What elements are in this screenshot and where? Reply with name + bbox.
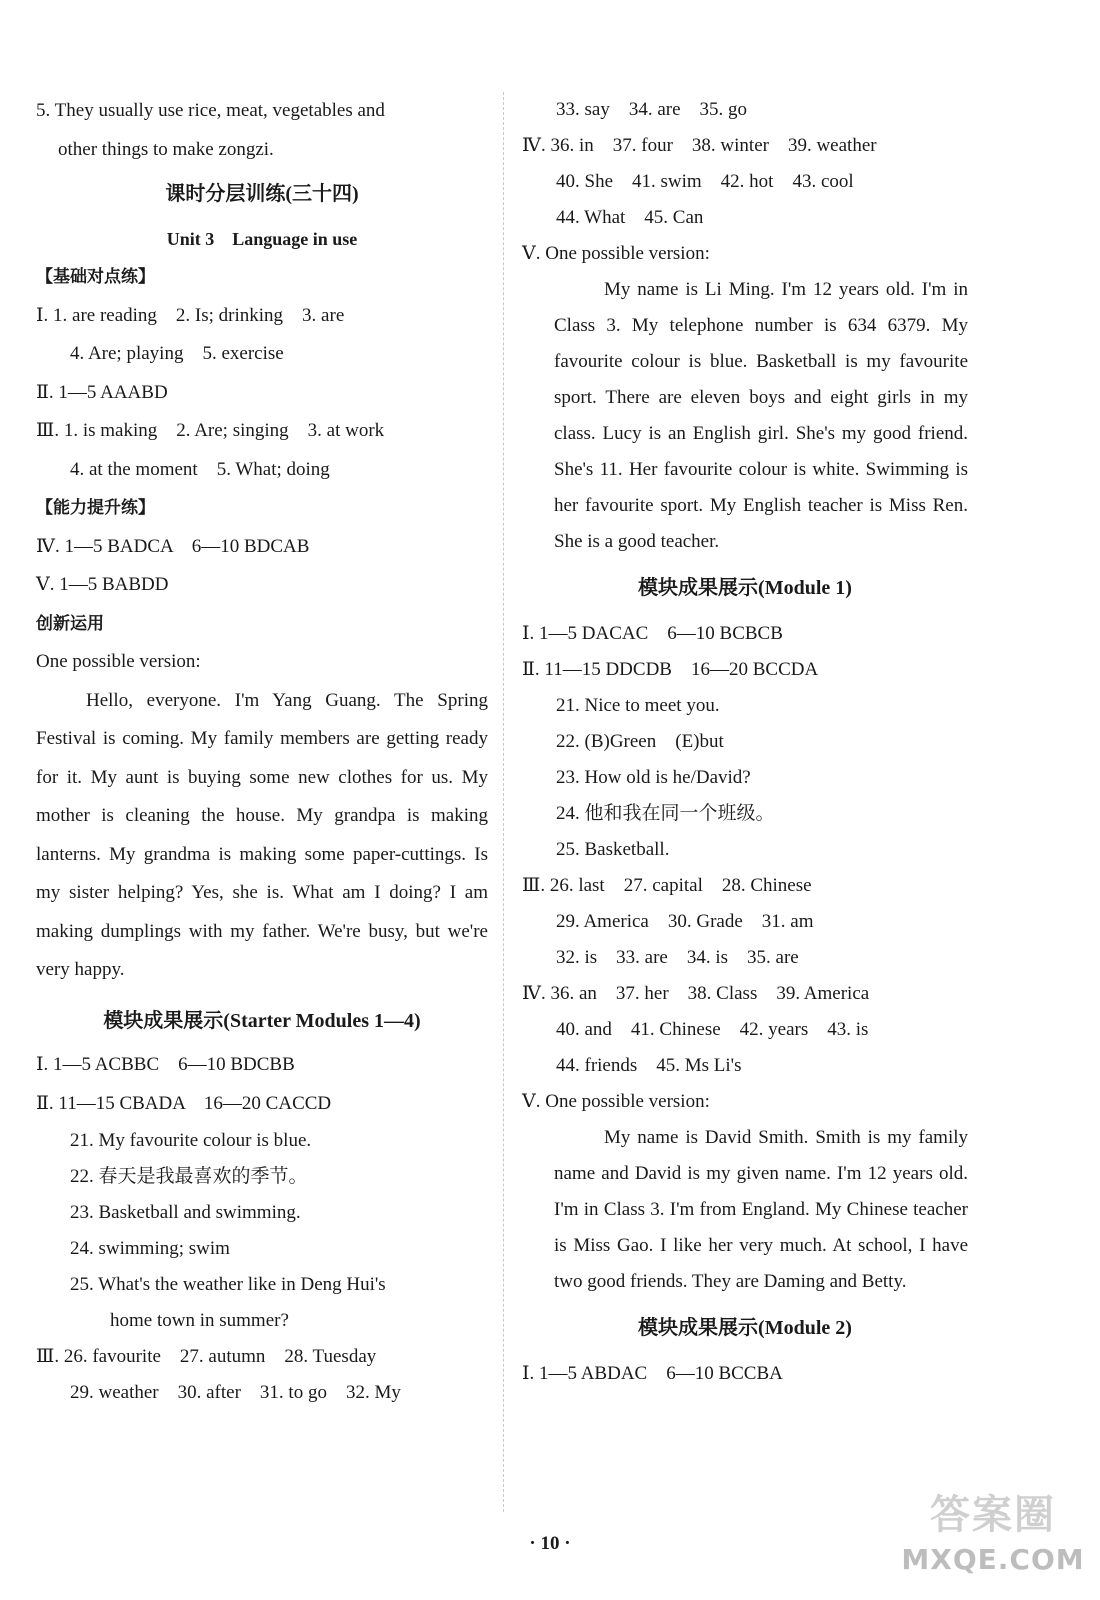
right-column <box>522 92 968 1392</box>
answer-line: 33. say 34. are 35. go <box>556 99 748 120</box>
section-label-create: 创新运用 <box>36 613 104 633</box>
page-number: · 10 · <box>529 1533 571 1554</box>
answer-line: 44. friends 45. Ms Li's <box>556 1055 742 1076</box>
answer-line: 21. Nice to meet you. <box>556 695 720 716</box>
answer-line: Ⅴ. One possible version: <box>522 243 710 264</box>
answer-line: Ⅱ. 11—15 DDCDB 16—20 BCCDA <box>522 659 819 680</box>
answer-line: home town in summer? <box>110 1310 289 1331</box>
essay-paragraph <box>522 272 968 560</box>
left-column <box>36 92 488 1411</box>
lesson-heading: 课时分层训练(三十四) <box>165 183 359 205</box>
answer-line: 40. and 41. Chinese 42. years 43. is <box>556 1019 869 1040</box>
watermark-title: 答案圈 <box>930 1492 1056 1538</box>
essay-paragraph <box>522 1120 968 1300</box>
answer-line: 23. How old is he/David? <box>556 767 751 788</box>
version-label: One possible version: <box>36 651 201 672</box>
answer-line: 29. America 30. Grade 31. am <box>556 911 814 932</box>
answer-line: 4. Are; playing 5. exercise <box>70 343 284 364</box>
answer-line: 29. weather 30. after 31. to go 32. My <box>70 1382 401 1403</box>
essay-paragraph <box>36 682 488 990</box>
module-heading: 模块成果展示(Module 1) <box>638 577 852 599</box>
answer-line: 22. (B)Green (E)but <box>556 731 724 752</box>
answer-line: Ⅰ. 1—5 DACAC 6—10 BCBCB <box>522 623 783 644</box>
answer-line: 25. What's the weather like in Deng Hui's <box>70 1274 386 1295</box>
answer-line: Ⅲ. 26. last 27. capital 28. Chinese <box>522 875 812 896</box>
answer-line: Ⅳ. 36. in 37. four 38. winter 39. weather <box>522 135 877 156</box>
answer-line: 4. at the moment 5. What; doing <box>70 458 330 480</box>
answer-line: 24. 他和我在同一个班级。 <box>556 803 775 824</box>
answer-line: Ⅲ. 26. favourite 27. autumn 28. Tuesday <box>36 1346 377 1367</box>
answer-line: 21. My favourite colour is blue. <box>70 1130 312 1151</box>
unit-subheading: Unit 3 Language in use <box>166 228 358 249</box>
answer-line: 24. swimming; swim <box>70 1238 230 1259</box>
answer-line: 40. She 41. swim 42. hot 43. cool <box>556 171 854 192</box>
essay-text: Hello, everyone. I'm Yang Guang. The Spring Festival is coming. My family members are getting ready for it. My aunt is buying some new clothes for us. My mother is cleaning the house. My grandpa is making lanterns. My grandma is making some paper-cuttings. Is my sister helping? Yes, she is. What am I doing? I am making dumplings with my father. We're busy, but we're very happy. <box>36 689 488 980</box>
answer-line: Ⅰ. 1—5 ABDAC 6—10 BCCBA <box>522 1363 783 1384</box>
answer-line: 23. Basketball and swimming. <box>70 1202 301 1223</box>
answer-line: 22. 春天是我最喜欢的季节。 <box>70 1166 308 1187</box>
module-heading: 模块成果展示(Module 2) <box>638 1317 852 1339</box>
essay-text: My name is David Smith. Smith is my family name and David is my given name. I'm 12 years old. I'm in Class 3. I'm from England. My Chinese teacher is Miss Gao. I like her very much. At school, I have two good friends. They are Daming and Betty. <box>554 1127 968 1292</box>
section-label-ability: 【能力提升练】 <box>36 498 155 517</box>
watermark-url: MXQE.COM <box>901 1543 1085 1576</box>
answer-line: 5. They usually use rice, meat, vegetables and <box>36 100 385 121</box>
answer-line: 32. is 33. are 34. is 35. are <box>556 947 799 968</box>
answer-line: Ⅱ. 11—15 CBADA 16—20 CACCD <box>36 1092 332 1114</box>
answer-line: 44. What 45. Can <box>556 207 704 228</box>
answer-line: Ⅰ. 1. are reading 2. Is; drinking 3. are <box>36 304 345 326</box>
answer-line: Ⅱ. 1—5 AAABD <box>36 381 168 403</box>
section-label-basic: 【基础对点练】 <box>36 267 155 286</box>
answer-line: Ⅳ. 1—5 BADCA 6—10 BDCAB <box>36 535 310 557</box>
answer-line: other things to make zongzi. <box>58 138 274 160</box>
answer-line: Ⅴ. One possible version: <box>522 1091 710 1112</box>
answer-line: Ⅴ. 1—5 BABDD <box>36 574 169 595</box>
essay-text: My name is Li Ming. I'm 12 years old. I'm in Class 3. My telephone number is 634 6379. My favourite colour is blue. Basketball is my favourite sport. There are eleven boys and eight girls in my class. Lucy is an English girl. She's my good friend. She's 11. Her favourite colour is white. Swimming is her favourite sport. My English teacher is Miss Ren. She is a good teacher. <box>554 279 968 552</box>
answer-line: 25. Basketball. <box>556 839 670 860</box>
column-divider <box>503 92 504 1512</box>
module-heading: 模块成果展示(Starter Modules 1—4) <box>103 1009 421 1032</box>
answer-line: Ⅳ. 36. an 37. her 38. Class 39. America <box>522 983 870 1004</box>
answer-line: Ⅲ. 1. is making 2. Are; singing 3. at work <box>36 420 385 441</box>
answer-line: Ⅰ. 1—5 ACBBC 6—10 BDCBB <box>36 1054 295 1075</box>
watermark-logo <box>898 1488 1088 1592</box>
